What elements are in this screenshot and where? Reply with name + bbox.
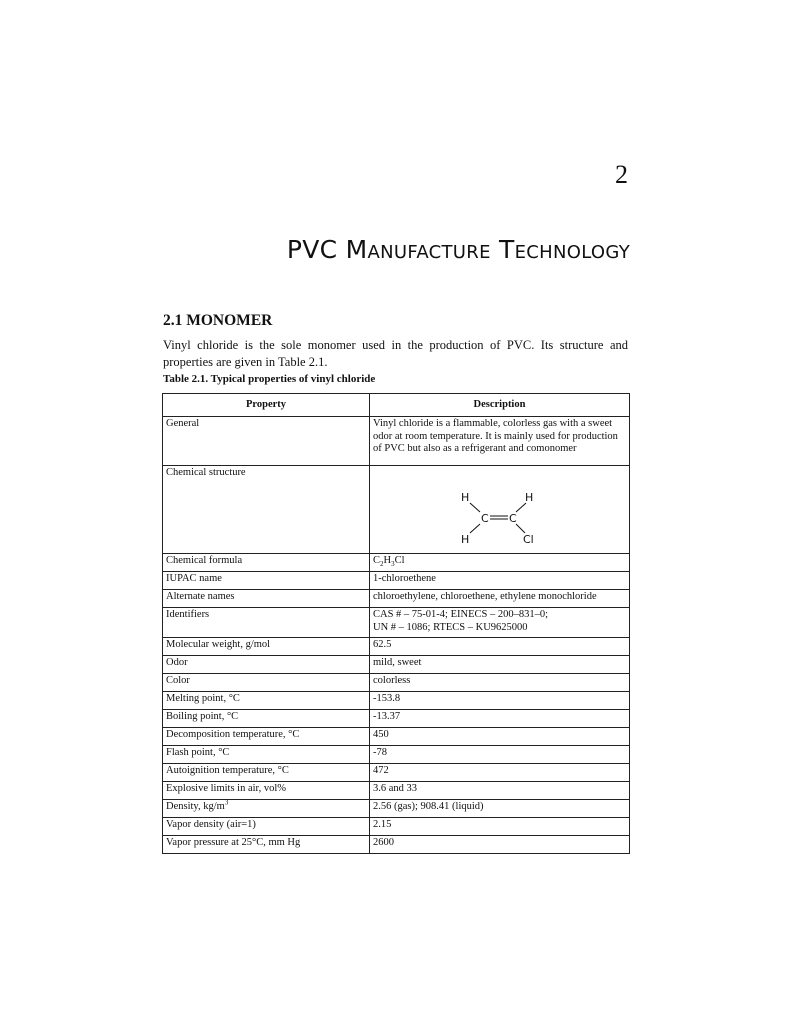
table-row xyxy=(163,818,630,836)
formula-c: C xyxy=(373,555,381,566)
property-cell: Melting point, °C xyxy=(163,692,370,710)
description-cell: Vinyl chloride is a flammable, colorless gas with a sweet odor at room temperature. It is mainly used for production of PVC but also as a refrigerant and comonomer xyxy=(370,417,630,466)
header-property: Property xyxy=(163,394,370,417)
property-cell: Flash point, °C xyxy=(163,746,370,764)
table-row xyxy=(163,554,630,572)
table-row xyxy=(163,572,630,590)
property-cell: Vapor pressure at 25°C, mm Hg xyxy=(163,836,370,854)
property-cell: Chemical structure xyxy=(163,466,370,554)
table-row xyxy=(163,656,630,674)
property-cell: Alternate names xyxy=(163,590,370,608)
table-header-row xyxy=(163,394,630,417)
density-superscript: 3 xyxy=(224,798,229,807)
description-cell: 2.15 xyxy=(370,818,630,836)
table-row xyxy=(163,800,630,818)
description-cell: 472 xyxy=(370,764,630,782)
property-cell: Chemical formula xyxy=(163,554,370,572)
formula-cl: Cl xyxy=(394,555,405,566)
property-cell: Odor xyxy=(163,656,370,674)
properties-table xyxy=(162,393,630,854)
property-cell: Boiling point, °C xyxy=(163,710,370,728)
description-cell: 450 xyxy=(370,728,630,746)
formula-c-subscript: 2 xyxy=(380,560,384,569)
bond-h2-c2 xyxy=(516,503,526,512)
property-cell xyxy=(163,800,370,818)
chemical-structure-diagram xyxy=(455,489,545,549)
section-heading: 2.1 MONOMER xyxy=(163,312,273,329)
property-cell: Identifiers xyxy=(163,608,370,638)
description-cell xyxy=(370,608,630,638)
property-cell: Autoignition temperature, °C xyxy=(163,764,370,782)
description-cell: -78 xyxy=(370,746,630,764)
atom-c-right: C xyxy=(508,512,517,525)
chapter-number: 2 xyxy=(615,160,628,189)
table-row xyxy=(163,764,630,782)
description-cell: 1-chloroethene xyxy=(370,572,630,590)
table-row xyxy=(163,692,630,710)
atom-h-top-left: H xyxy=(460,491,469,504)
chapter-title: PVC Manufacture Technology xyxy=(286,235,630,264)
property-cell: IUPAC name xyxy=(163,572,370,590)
description-cell: 3.6 and 33 xyxy=(370,782,630,800)
property-cell: Vapor density (air=1) xyxy=(163,818,370,836)
density-label: Density, kg/m xyxy=(166,801,225,812)
description-cell: chloroethylene, chloroethene, ethylene monochloride xyxy=(370,590,630,608)
atom-h-top-right: H xyxy=(524,491,533,504)
atom-h-bottom-left: H xyxy=(460,533,469,546)
property-cell: Decomposition temperature, °C xyxy=(163,728,370,746)
atom-c-left: C xyxy=(480,512,489,525)
description-cell: -13.37 xyxy=(370,710,630,728)
table-row xyxy=(163,466,630,554)
description-cell: 2600 xyxy=(370,836,630,854)
bond-h1-c1 xyxy=(470,503,480,512)
table-row xyxy=(163,710,630,728)
table-row xyxy=(163,782,630,800)
table-row xyxy=(163,608,630,638)
section-paragraph: Vinyl chloride is the sole monomer used in the production of PVC. Its structure and properties are given in Table 2.1. xyxy=(163,338,628,369)
description-cell xyxy=(370,554,630,572)
table-caption: Table 2.1. Typical properties of vinyl chloride xyxy=(163,373,376,385)
atom-cl-bottom-right: Cl xyxy=(522,533,534,546)
property-cell: Color xyxy=(163,674,370,692)
description-cell: -153.8 xyxy=(370,692,630,710)
header-description: Description xyxy=(370,394,630,417)
table-row xyxy=(163,836,630,854)
identifiers-line-1: CAS # – 75-01-4; EINECS – 200–831–0; xyxy=(373,609,549,620)
property-cell: Explosive limits in air, vol% xyxy=(163,782,370,800)
property-cell: General xyxy=(163,417,370,466)
property-cell: Molecular weight, g/mol xyxy=(163,638,370,656)
table-row xyxy=(163,674,630,692)
description-cell: colorless xyxy=(370,674,630,692)
description-cell: 2.56 (gas); 908.41 (liquid) xyxy=(370,800,630,818)
table-row xyxy=(163,417,630,466)
description-cell: mild, sweet xyxy=(370,656,630,674)
bond-h3-c1 xyxy=(470,524,480,533)
formula-h: H xyxy=(383,555,392,566)
bond-cl-c2 xyxy=(516,524,525,533)
table-row xyxy=(163,728,630,746)
formula-h-subscript: 3 xyxy=(391,560,395,569)
table-row xyxy=(163,590,630,608)
table-row xyxy=(163,746,630,764)
identifiers-line-2: UN # – 1086; RTECS – KU9625000 xyxy=(373,621,528,633)
description-cell xyxy=(370,466,630,554)
table-row xyxy=(163,638,630,656)
description-cell: 62.5 xyxy=(370,638,630,656)
